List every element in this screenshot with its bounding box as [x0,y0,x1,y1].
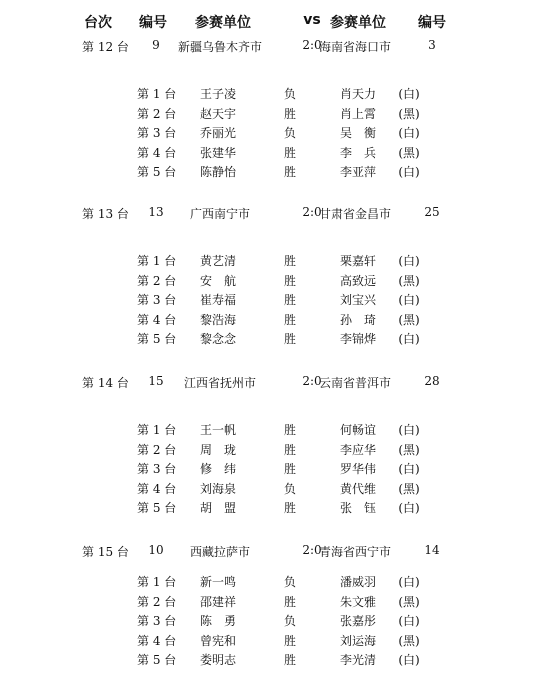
board-row [0,270,550,290]
header-vs: vs [303,12,321,28]
stone-color: (白) [398,423,420,437]
player-right: 李应华 [339,442,377,457]
board-result: 胜 [283,106,297,121]
stone-color: (白) [398,293,420,307]
board-result: 胜 [283,332,297,346]
spacer [0,56,550,83]
board-row [0,571,550,591]
stone-color: (黑) [398,312,420,327]
match-unit-right: 青海省西宁市 [318,545,392,559]
board-number: 第 3 台 [137,462,177,476]
match-summary-row [0,36,550,56]
board-result: 负 [283,87,297,101]
header-unit-right: 参赛单位 [330,15,386,31]
board-result: 胜 [283,501,297,515]
player-right: 吴 衡 [339,126,377,140]
board-row [0,103,550,123]
header-number-left: 编号 [139,15,167,31]
match-unit-right: 甘肃省金昌市 [318,207,392,221]
board-row [0,289,550,309]
header-table-col: 台次 [84,15,112,31]
stone-color: (白) [398,575,420,589]
stone-color: (白) [398,614,420,628]
match-table-number: 第 15 台 [82,545,129,559]
board-number: 第 5 台 [137,165,177,179]
stone-color: (黑) [398,594,420,609]
board-row [0,439,550,459]
board-row [0,250,550,270]
board-row [0,419,550,439]
board-number: 第 4 台 [137,633,177,648]
match-block [0,203,550,348]
match-unit-right: 云南省普洱市 [318,376,392,390]
stone-color: (黑) [398,481,420,496]
player-right: 李亚萍 [339,165,377,179]
player-right: 张 钰 [339,501,377,515]
board-number: 第 5 台 [137,501,177,515]
stone-color: (白) [398,254,420,268]
match-summary-row [0,203,550,223]
board-row [0,83,550,103]
header-number-right: 编号 [418,15,446,31]
board-number: 第 4 台 [137,481,177,496]
stone-color: (白) [398,87,420,101]
player-left: 赵天宇 [199,106,237,121]
player-left: 黎念念 [199,332,237,346]
match-score: 2:0 [302,374,322,388]
board-result: 胜 [283,312,297,327]
board-result: 负 [283,614,297,628]
player-right: 刘宝兴 [339,293,377,307]
player-right: 肖天力 [339,87,377,101]
board-row [0,630,550,650]
player-right: 孙 琦 [339,312,377,327]
stone-color: (黑) [398,106,420,121]
board-number: 第 3 台 [137,126,177,140]
match-block [0,541,550,669]
stone-color: (白) [398,126,420,140]
match-number-left: 9 [152,38,160,52]
player-left: 娄明志 [199,653,237,667]
board-number: 第 2 台 [137,442,177,457]
board-row [0,497,550,517]
board-row [0,142,550,162]
board-number: 第 1 台 [137,254,177,268]
stone-color: (黑) [398,633,420,648]
board-row [0,610,550,630]
board-row [0,122,550,142]
match-table-number: 第 14 台 [82,376,129,390]
player-right: 栗嘉轩 [339,254,377,268]
board-number: 第 5 台 [137,332,177,346]
board-result: 负 [283,575,297,589]
board-number: 第 1 台 [137,423,177,437]
board-result: 胜 [283,442,297,457]
match-score: 2:0 [302,38,322,52]
header-unit-left: 参赛单位 [195,15,251,31]
player-left: 黎浩海 [199,312,237,327]
board-number: 第 4 台 [137,312,177,327]
stone-color: (白) [398,653,420,667]
match-unit-right: 海南省海口市 [318,40,392,54]
board-row [0,591,550,611]
stone-color: (白) [398,501,420,515]
board-result: 胜 [283,254,297,268]
board-row [0,478,550,498]
spacer [0,223,550,250]
board-number: 第 2 台 [137,594,177,609]
match-number-right: 28 [424,374,440,388]
match-unit-left: 西藏拉萨市 [189,545,251,559]
board-result: 胜 [283,633,297,648]
board-row [0,328,550,348]
player-left: 乔丽光 [199,126,237,140]
stone-color: (白) [398,462,420,476]
board-result: 胜 [283,653,297,667]
player-left: 周 珑 [199,442,237,457]
match-number-right: 25 [424,205,440,219]
spacer [0,392,550,419]
board-result: 胜 [283,293,297,307]
match-unit-left: 江西省抚州市 [183,376,257,390]
player-left: 修 纬 [199,462,237,476]
match-summary-row [0,541,550,561]
player-left: 新一鸣 [199,575,237,589]
match-block [0,372,550,517]
match-number-left: 15 [148,374,164,388]
board-row [0,649,550,669]
match-number-right: 14 [424,543,440,557]
player-left: 张建华 [199,145,237,160]
board-result: 胜 [283,462,297,476]
player-right: 肖上霄 [339,106,377,121]
match-score: 2:0 [302,205,322,219]
board-number: 第 5 台 [137,653,177,667]
player-left: 陈静怡 [199,165,237,179]
player-right: 高致远 [339,273,377,288]
board-number: 第 1 台 [137,575,177,589]
player-left: 王一帆 [199,423,237,437]
match-score: 2:0 [302,543,322,557]
match-number-left: 13 [148,205,164,219]
match-unit-left: 新疆乌鲁木齐市 [177,40,263,54]
board-result: 胜 [283,145,297,160]
table-header [0,6,550,34]
stone-color: (黑) [398,273,420,288]
board-number: 第 3 台 [137,614,177,628]
player-left: 黄艺清 [199,254,237,268]
stone-color: (白) [398,332,420,346]
player-right: 何畅谊 [339,423,377,437]
player-right: 李锦烨 [339,332,377,346]
player-left: 王子凌 [199,87,237,101]
board-row [0,309,550,329]
board-result: 胜 [283,423,297,437]
board-row [0,458,550,478]
player-left: 安 航 [199,273,237,288]
board-result: 胜 [283,165,297,179]
match-block [0,36,550,181]
player-left: 崔寿福 [199,293,237,307]
player-right: 刘运海 [339,633,377,648]
match-table-number: 第 12 台 [82,40,129,54]
player-right: 罗华伟 [339,462,377,476]
player-right: 李光清 [339,653,377,667]
player-left: 邵建祥 [199,594,237,609]
stone-color: (黑) [398,442,420,457]
player-left: 刘海泉 [199,481,237,496]
player-right: 黄代维 [339,481,377,496]
board-number: 第 4 台 [137,145,177,160]
board-number: 第 2 台 [137,273,177,288]
match-summary-row [0,372,550,392]
stone-color: (白) [398,165,420,179]
spacer [0,561,550,571]
player-left: 胡 盟 [199,501,237,515]
match-number-right: 3 [428,38,436,52]
match-number-left: 10 [148,543,164,557]
board-number: 第 2 台 [137,106,177,121]
board-result: 胜 [283,594,297,609]
player-left: 陈 勇 [199,614,237,628]
board-number: 第 1 台 [137,87,177,101]
player-right: 朱文雅 [339,594,377,609]
board-number: 第 3 台 [137,293,177,307]
player-right: 张嘉彤 [339,614,377,628]
stone-color: (黑) [398,145,420,160]
board-result: 负 [283,126,297,140]
board-result: 胜 [283,273,297,288]
player-right: 李 兵 [339,145,377,160]
board-row [0,161,550,181]
player-right: 潘威羽 [339,575,377,589]
match-table-number: 第 13 台 [82,207,129,221]
match-unit-left: 广西南宁市 [189,207,251,221]
player-left: 曾宪和 [199,633,237,648]
board-result: 负 [283,481,297,496]
